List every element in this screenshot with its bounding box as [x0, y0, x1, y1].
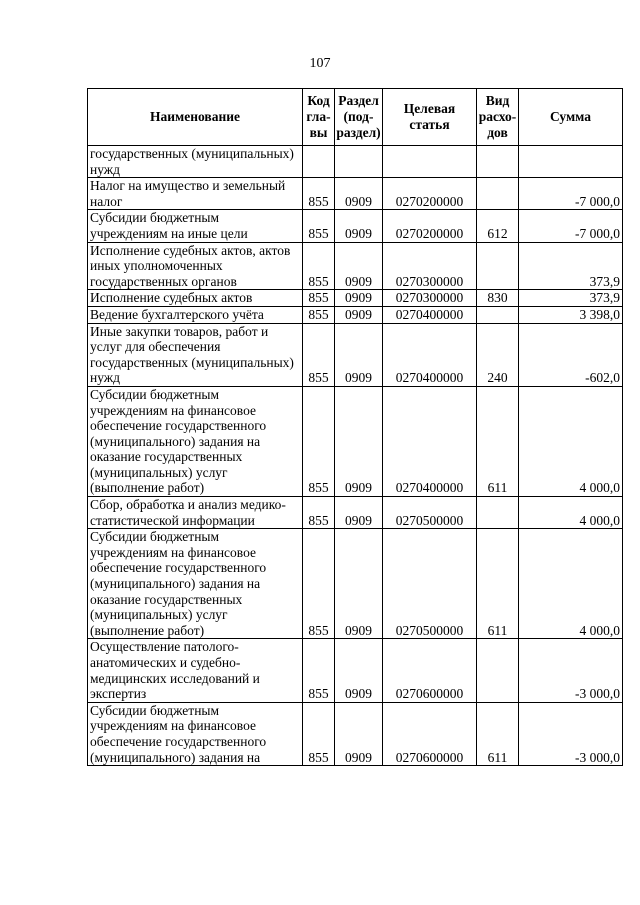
row-vid-cell: 240: [477, 323, 519, 386]
row-sum-cell: 373,9: [519, 290, 623, 307]
row-name-cell: Субсидии бюджетным учреждениям на финансовое обеспечение государственного (муниципального) задания на оказание государственных (муниципальных) услуг (выполнение работ): [88, 386, 303, 496]
row-razdel-cell: [335, 146, 383, 178]
row-name-cell: Осуществление патолого-анатомических и судебно-медицинских исследований и экспертиз: [88, 639, 303, 702]
row-sum-cell: -7 000,0: [519, 178, 623, 210]
row-target-cell: 0270200000: [383, 178, 477, 210]
row-name-cell: Исполнение судебных актов: [88, 290, 303, 307]
table-row: [88, 146, 623, 178]
row-glava-cell: 855: [303, 702, 335, 765]
row-target-cell: 0270400000: [383, 306, 477, 323]
row-sum-cell: 4 000,0: [519, 497, 623, 529]
row-sum-cell: -3 000,0: [519, 639, 623, 702]
row-sum-cell: 4 000,0: [519, 386, 623, 496]
row-target-cell: 0270600000: [383, 702, 477, 765]
row-glava-cell: 855: [303, 323, 335, 386]
row-razdel-cell: 0909: [335, 529, 383, 639]
row-name-cell: Иные закупки товаров, работ и услуг для обеспечения государственных (муниципальных) нужд: [88, 323, 303, 386]
row-vid-cell: 611: [477, 386, 519, 496]
row-glava-cell: [303, 146, 335, 178]
row-glava-cell: 855: [303, 242, 335, 290]
header-name: Наименование: [88, 89, 303, 146]
row-razdel-cell: 0909: [335, 639, 383, 702]
row-target-cell: 0270400000: [383, 323, 477, 386]
row-razdel-cell: 0909: [335, 323, 383, 386]
row-sum-cell: 373,9: [519, 242, 623, 290]
row-vid-cell: [477, 306, 519, 323]
table-row: [88, 306, 623, 323]
row-target-cell: 0270600000: [383, 639, 477, 702]
row-razdel-cell: 0909: [335, 210, 383, 242]
row-glava-cell: 855: [303, 386, 335, 496]
row-target-cell: 0270200000: [383, 210, 477, 242]
row-target-cell: 0270500000: [383, 529, 477, 639]
header-sum: Сумма: [519, 89, 623, 146]
row-sum-cell: -602,0: [519, 323, 623, 386]
row-razdel-cell: 0909: [335, 497, 383, 529]
row-glava-cell: 855: [303, 639, 335, 702]
row-name-cell: Налог на имущество и земельный налог: [88, 178, 303, 210]
row-vid-cell: [477, 178, 519, 210]
row-sum-cell: 3 398,0: [519, 306, 623, 323]
row-vid-cell: 611: [477, 702, 519, 765]
header-target: Целевая статья: [383, 89, 477, 146]
row-razdel-cell: 0909: [335, 702, 383, 765]
row-target-cell: 0270500000: [383, 497, 477, 529]
row-razdel-cell: 0909: [335, 242, 383, 290]
row-target-cell: 0270300000: [383, 290, 477, 307]
table-row: [88, 386, 623, 496]
row-razdel-cell: 0909: [335, 178, 383, 210]
row-vid-cell: [477, 146, 519, 178]
row-glava-cell: 855: [303, 210, 335, 242]
page-number: 107: [309, 56, 331, 71]
row-name-cell: Субсидии бюджетным учреждениям на финансовое обеспечение государственного (муниципального) задания на оказание государственных (муниципальных) услуг (выполнение работ): [88, 529, 303, 639]
row-sum-cell: -7 000,0: [519, 210, 623, 242]
row-vid-cell: 830: [477, 290, 519, 307]
table-row: [88, 323, 623, 386]
row-razdel-cell: 0909: [335, 290, 383, 307]
table-row: [88, 290, 623, 307]
row-glava-cell: 855: [303, 178, 335, 210]
table-row: [88, 497, 623, 529]
row-name-cell: Сбор, обработка и анализ медико-статистической информации: [88, 497, 303, 529]
row-vid-cell: 611: [477, 529, 519, 639]
table-row: [88, 210, 623, 242]
table-row: [88, 702, 623, 765]
row-sum-cell: [519, 146, 623, 178]
row-name-cell: Субсидии бюджетным учреждениям на финансовое обеспечение государственного (муниципального) задания на: [88, 702, 303, 765]
row-vid-cell: [477, 242, 519, 290]
table-header-row: [88, 89, 623, 146]
row-name-cell: Исполнение судебных актов, актов иных уполномоченных государственных органов: [88, 242, 303, 290]
table-body: [88, 146, 623, 766]
row-glava-cell: 855: [303, 497, 335, 529]
table-row: [88, 529, 623, 639]
table-row: [88, 178, 623, 210]
row-sum-cell: -3 000,0: [519, 702, 623, 765]
row-razdel-cell: 0909: [335, 386, 383, 496]
row-razdel-cell: 0909: [335, 306, 383, 323]
row-glava-cell: 855: [303, 529, 335, 639]
row-glava-cell: 855: [303, 306, 335, 323]
row-vid-cell: [477, 497, 519, 529]
row-name-cell: Субсидии бюджетным учреждениям на иные цели: [88, 210, 303, 242]
row-name-cell: Ведение бухгалтерского учёта: [88, 306, 303, 323]
header-vid: Вид расхо-дов: [477, 89, 519, 146]
row-target-cell: [383, 146, 477, 178]
table-row: [88, 242, 623, 290]
row-vid-cell: 612: [477, 210, 519, 242]
row-target-cell: 0270400000: [383, 386, 477, 496]
row-vid-cell: [477, 639, 519, 702]
row-name-cell: государственных (муниципальных) нужд: [88, 146, 303, 178]
header-glava: Код гла-вы: [303, 89, 335, 146]
row-sum-cell: 4 000,0: [519, 529, 623, 639]
header-razdel: Раздел (под-раздел): [335, 89, 383, 146]
row-target-cell: 0270300000: [383, 242, 477, 290]
row-glava-cell: 855: [303, 290, 335, 307]
table-row: [88, 639, 623, 702]
budget-table: [87, 88, 623, 766]
